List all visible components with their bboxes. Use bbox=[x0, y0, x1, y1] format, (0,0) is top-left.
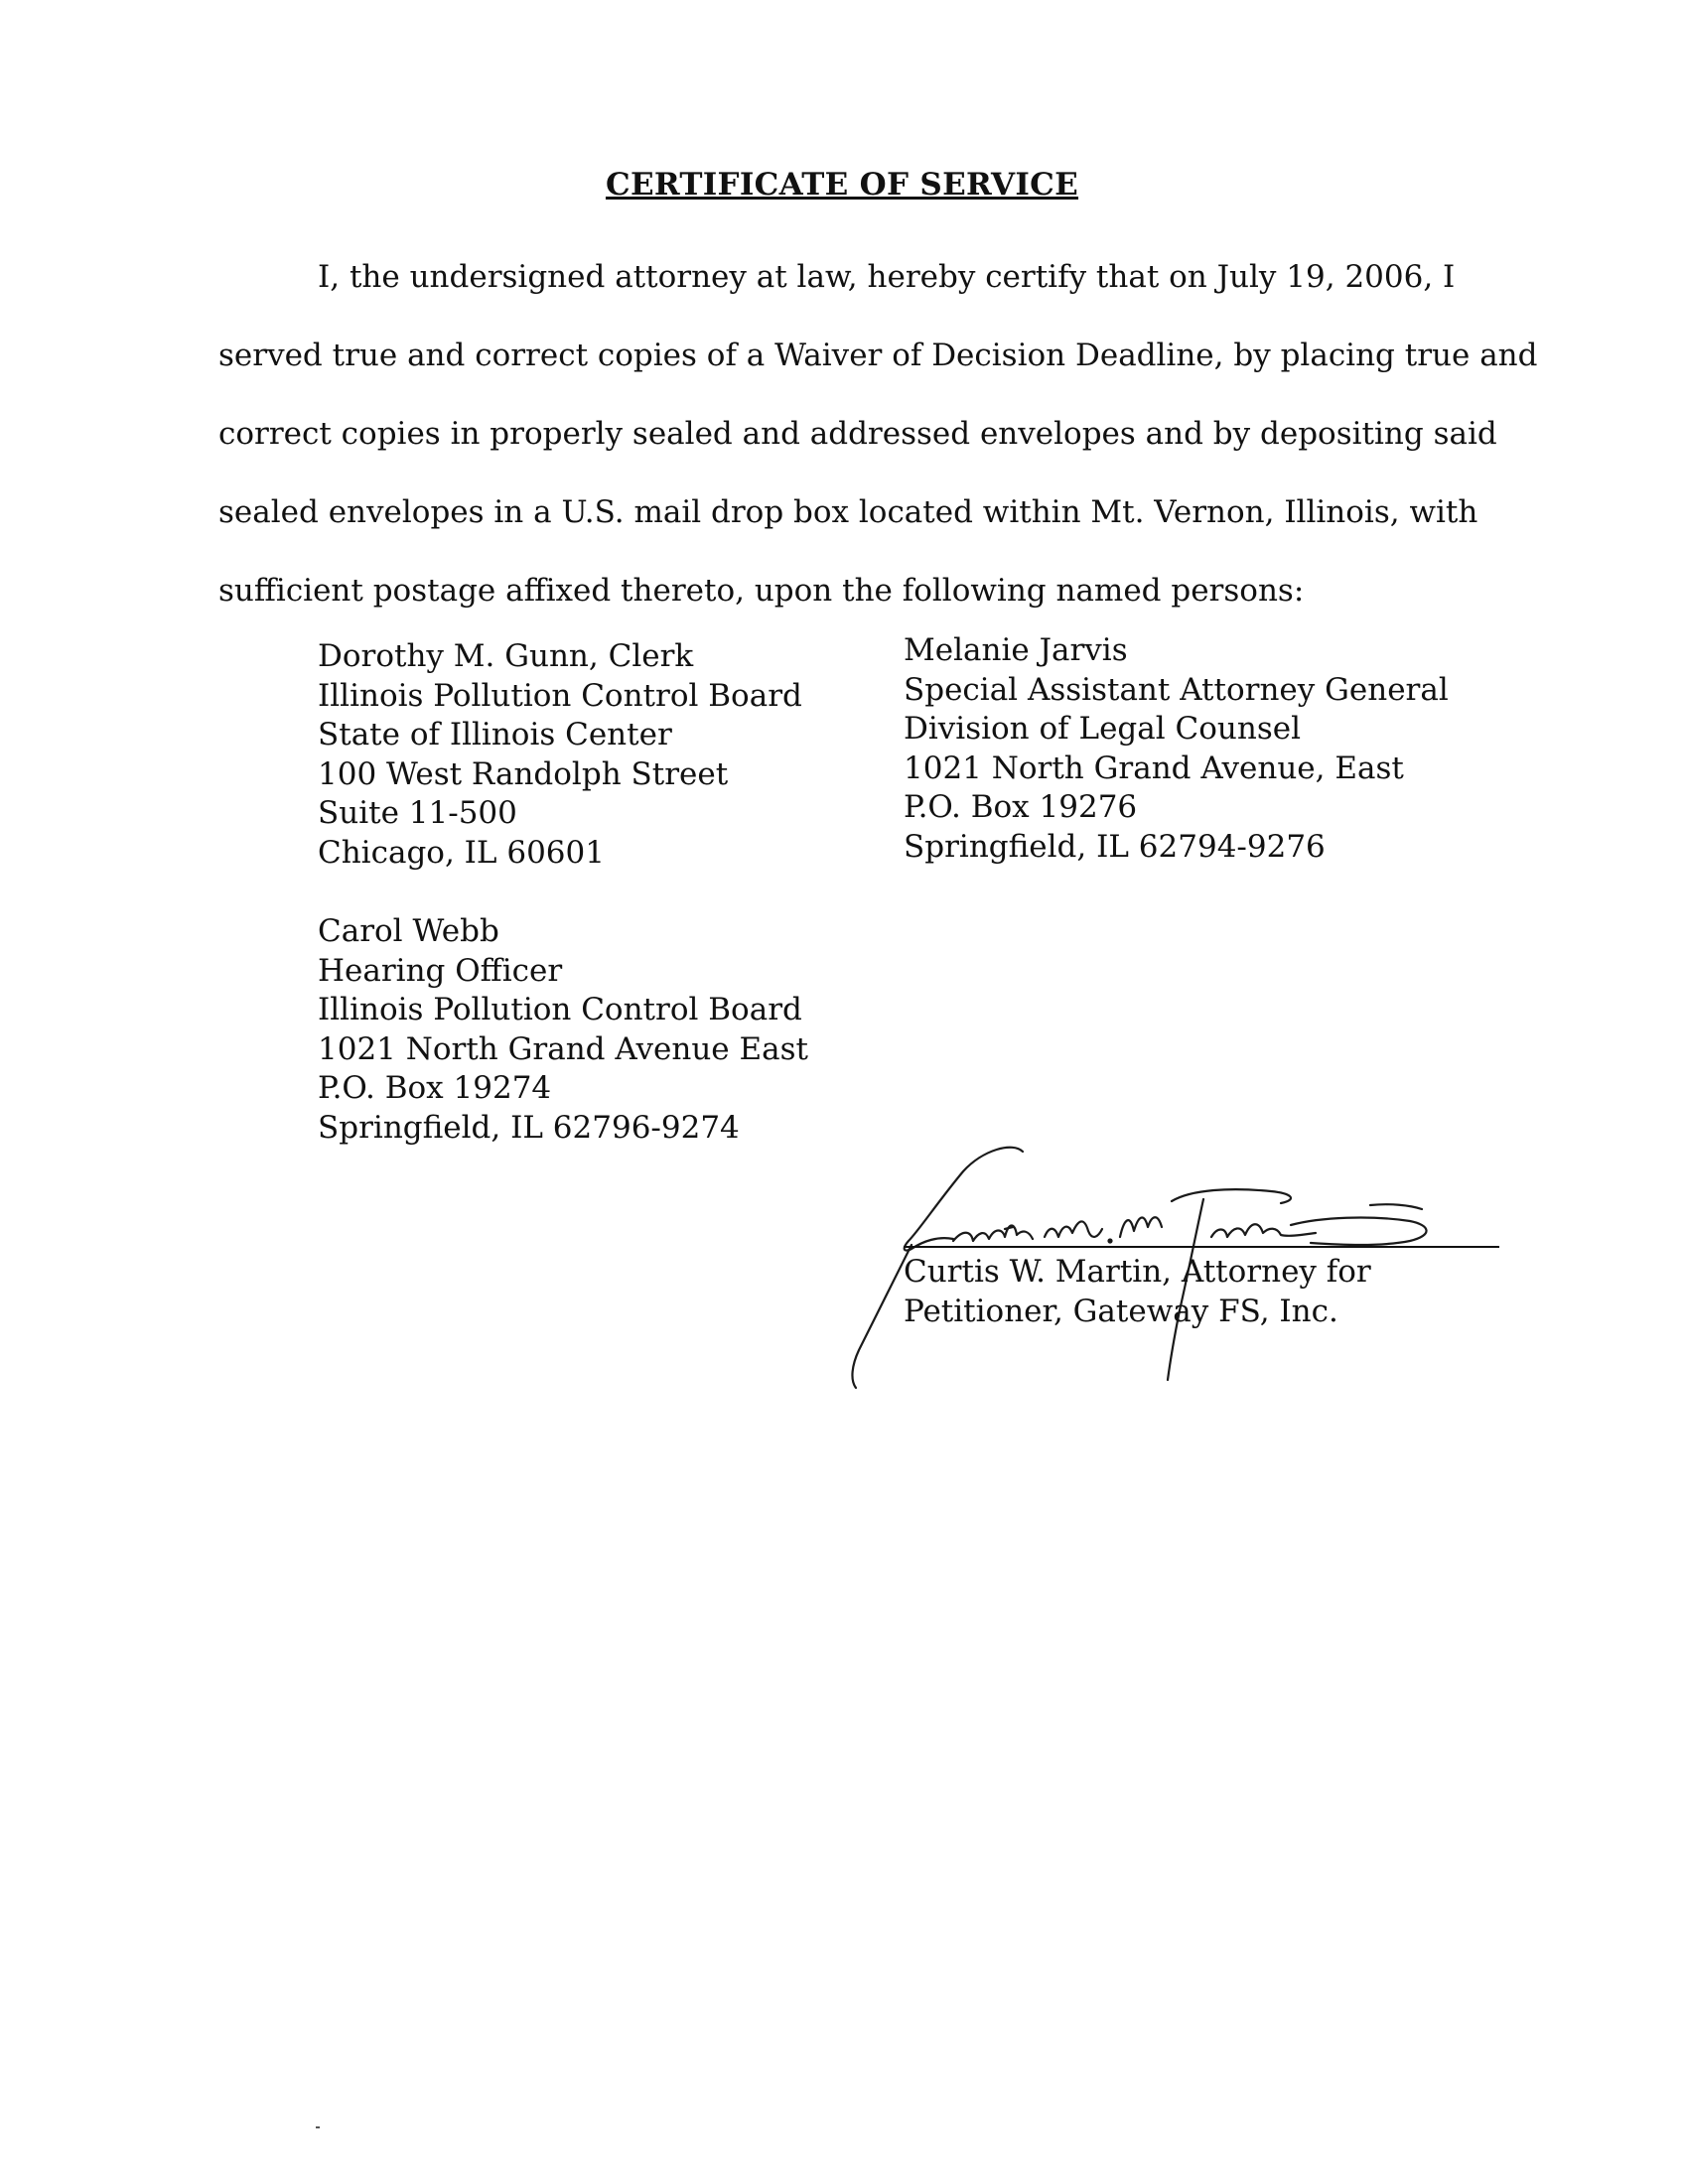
signatory-name-line: Curtis W. Martin, Attorney for bbox=[904, 1254, 1371, 1290]
address-line: P.O. Box 19274 bbox=[318, 1070, 552, 1106]
signature-line bbox=[904, 1246, 1499, 1248]
address-line: 1021 North Grand Avenue East bbox=[318, 1030, 808, 1067]
address-line: 1021 North Grand Avenue, East bbox=[904, 750, 1404, 786]
paragraph-line: served true and correct copies of a Waiver of Decision Deadline, by placing true and bbox=[218, 338, 1538, 373]
address-line: State of Illinois Center bbox=[318, 717, 672, 752]
address-line: Dorothy M. Gunn, Clerk bbox=[318, 638, 694, 674]
address-line: Springfield, IL 62796-9274 bbox=[318, 1109, 740, 1146]
scan-speck bbox=[316, 2126, 320, 2128]
address-line: Division of Legal Counsel bbox=[904, 711, 1302, 747]
paragraph-line: I, the undersigned attorney at law, hereby certify that on July 19, 2006, I bbox=[318, 259, 1456, 295]
recipient-address-jarvis bbox=[904, 631, 1449, 867]
address-line: Special Assistant Attorney General bbox=[904, 671, 1449, 708]
address-line: Hearing Officer bbox=[318, 952, 563, 989]
signature-caption bbox=[904, 1253, 1371, 1331]
signature-block bbox=[814, 1142, 1509, 1420]
address-line: 100 West Randolph Street bbox=[318, 755, 729, 792]
address-line: Springfield, IL 62794-9276 bbox=[904, 828, 1326, 865]
address-line: P.O. Box 19276 bbox=[904, 789, 1138, 825]
certification-paragraph bbox=[218, 238, 1538, 630]
document-title: CERTIFICATE OF SERVICE bbox=[605, 167, 1079, 203]
paragraph-line: sufficient postage affixed thereto, upon the following named persons: bbox=[218, 573, 1305, 609]
address-line: Suite 11-500 bbox=[318, 795, 517, 831]
paragraph-line: correct copies in properly sealed and addressed envelopes and by depositing said bbox=[218, 416, 1497, 452]
recipient-address-webb bbox=[318, 912, 808, 1148]
address-line: Illinois Pollution Control Board bbox=[318, 992, 802, 1027]
address-line: Illinois Pollution Control Board bbox=[318, 677, 802, 714]
address-line: Chicago, IL 60601 bbox=[318, 834, 605, 871]
address-line: Carol Webb bbox=[318, 913, 499, 949]
recipient-address-gunn bbox=[318, 637, 802, 873]
signatory-role-line: Petitioner, Gateway FS, Inc. bbox=[904, 1293, 1338, 1329]
address-line: Melanie Jarvis bbox=[904, 632, 1128, 668]
paragraph-line: sealed envelopes in a U.S. mail drop box located within Mt. Vernon, Illinois, with bbox=[218, 494, 1478, 530]
